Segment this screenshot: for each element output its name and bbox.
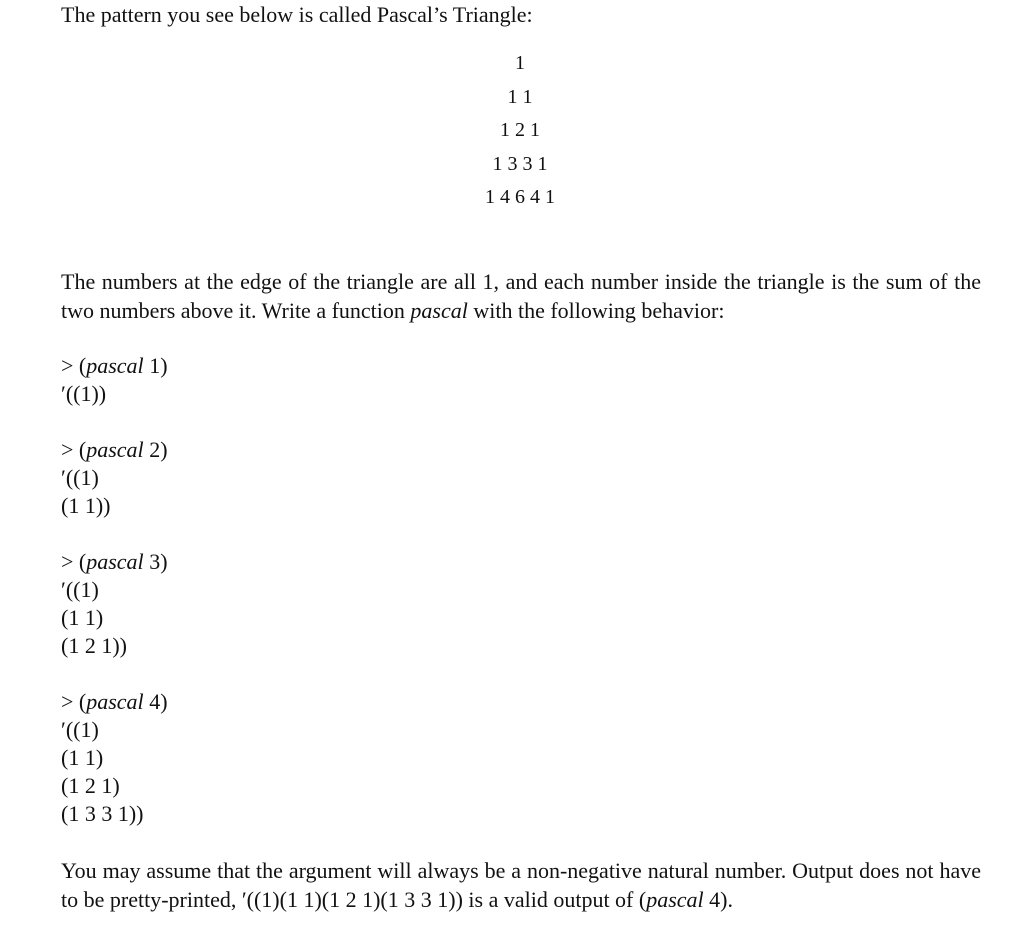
- call-function: pascal: [86, 549, 144, 574]
- example-output-line: (1 3 3 1)): [61, 801, 144, 826]
- example-call: [61, 352, 168, 380]
- intro-sentence: The pattern you see below is called Pascal’s Triangle:: [61, 2, 533, 27]
- example-pascal-3: [61, 548, 168, 660]
- rule-paragraph: [61, 268, 981, 325]
- example-output-line: ′((1): [61, 577, 99, 602]
- note-text-after: 4).: [703, 886, 733, 912]
- call-argument: 3): [143, 549, 168, 574]
- example-pascal-1: [61, 352, 168, 408]
- call-argument: 2): [143, 437, 168, 462]
- call-prompt: > (: [61, 549, 87, 574]
- call-prompt: > (: [61, 437, 87, 462]
- example-output-line: (1 2 1): [61, 773, 120, 798]
- example-call: [61, 436, 168, 464]
- call-prompt: > (: [61, 353, 87, 378]
- note-paragraph: [61, 857, 981, 914]
- triangle-row-5: 1 4 6 4 1: [485, 186, 555, 208]
- call-function: pascal: [86, 353, 144, 378]
- example-output-line: ′((1)): [61, 381, 107, 406]
- call-function: pascal: [86, 437, 144, 462]
- triangle-row-1: 1: [515, 52, 525, 74]
- call-argument: 1): [143, 353, 168, 378]
- example-call: [61, 548, 168, 576]
- triangle-row-3: 1 2 1: [500, 119, 540, 141]
- call-function: pascal: [86, 689, 144, 714]
- note-function: pascal: [646, 886, 704, 912]
- example-pascal-2: [61, 436, 168, 520]
- example-call: [61, 688, 168, 716]
- function-name: pascal: [410, 297, 468, 323]
- example-output-line: ′((1): [61, 465, 99, 490]
- call-argument: 4): [143, 689, 168, 714]
- call-prompt: > (: [61, 689, 87, 714]
- example-output-line: (1 1): [61, 745, 104, 770]
- examples-list: [61, 352, 168, 828]
- pascal-triangle: [420, 47, 620, 215]
- example-output-line: ′((1): [61, 717, 99, 742]
- example-pascal-4: [61, 688, 168, 828]
- example-output-line: (1 1)): [61, 493, 111, 518]
- note-text-before: You may assume that the argument will always be a non-negative natural number. Output does not have to be pretty-printed, ′((1)(1 1)(1 2 1)(1 3 3 1)) is a valid output of (: [61, 858, 981, 912]
- example-output-line: (1 1): [61, 605, 104, 630]
- rule-text-before: The numbers at the edge of the triangle are all 1, and each number inside the triangle is the sum of the two numbers above it. Write a function: [61, 269, 981, 323]
- triangle-row-2: 1 1: [507, 85, 533, 108]
- example-output-line: (1 2 1)): [61, 633, 127, 658]
- rule-text-after: with the following behavior:: [467, 297, 725, 323]
- triangle-row-4: 1 3 3 1: [492, 152, 548, 175]
